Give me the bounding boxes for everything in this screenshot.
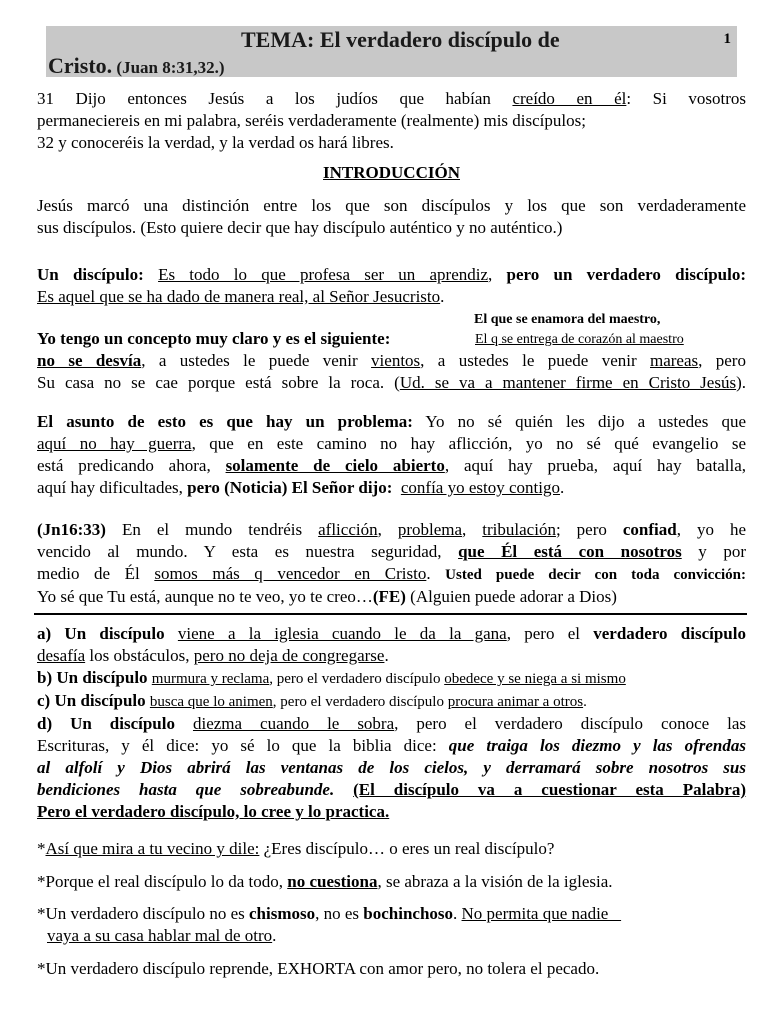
text: . [384, 646, 389, 665]
text: Su casa no se cae porque está sobre la roca. ( [37, 373, 400, 392]
list-label: b) Un discípulo [37, 668, 148, 687]
text: Escrituras, y él dice: yo sé lo que la biblia dice: [37, 736, 449, 755]
text: , pero [698, 351, 746, 370]
text: Yo no sé quién les dijo a ustedes que [412, 412, 746, 431]
text: , a ustedes le puede venir [141, 351, 372, 370]
bold-text: (Jn16:33) [37, 520, 106, 539]
title-word: Cristo. [48, 53, 113, 78]
verse-line: 32 y conoceréis la verdad, y la verdad os hará libres. [37, 133, 394, 152]
title-banner [46, 26, 737, 77]
text: Yo sé que Tu está, aunque no te veo, yo te creo… [37, 587, 373, 606]
list-label: a) Un discípulo [37, 624, 165, 643]
text: , a ustedes le puede venir [420, 351, 650, 370]
list-item-c [37, 690, 746, 713]
bold-italic-text: bendiciones hasta que sobreabunde. [37, 780, 335, 799]
paragraph-discipulo [37, 264, 746, 308]
bold-underlined-text: Pero el verdadero discípulo, lo cree y lo practica. [37, 802, 390, 821]
text: En el mundo tendréis [105, 520, 319, 539]
list-item-d [37, 713, 746, 735]
text: medio de Él [37, 564, 155, 583]
para-line [37, 411, 746, 433]
intro-heading: INTRODUCCIÓN [323, 163, 460, 182]
text: . [559, 478, 565, 497]
bold-underlined-text: (El discípulo va a cuestionar esta Palabra) [353, 780, 747, 799]
text: . [583, 694, 587, 710]
margin-note-row [37, 312, 746, 328]
bold-text: Usted puede decir con toda convicción: [445, 567, 747, 583]
title-line-2 [48, 53, 225, 81]
paragraph-concepto [37, 312, 746, 394]
text: los obstáculos, [85, 646, 194, 665]
bold-text: confiad [622, 520, 677, 539]
underlined-text: Ud. se va a mantener firme en Cristo Jesús [399, 373, 737, 392]
text: . [453, 904, 462, 923]
list-item-d-cont [37, 735, 746, 757]
verse-block [37, 88, 746, 154]
star-line-3 [37, 903, 746, 947]
text: , aquí hay prueba, aquí hay batalla, [444, 456, 746, 475]
text: *Porque el real discípulo lo da todo, [37, 872, 288, 891]
underlined-text: Es todo lo que profesa ser un aprendiz [158, 265, 489, 284]
underlined-text: viene a la iglesia cuando le da la gana [177, 624, 507, 643]
verse-underline: creído en él [512, 89, 627, 108]
bold-text: bochinchoso [363, 904, 454, 923]
underlined-text: problema [397, 520, 463, 539]
text: , se abraza a la visión de la iglesia. [377, 872, 613, 891]
underlined-text: tribulación [482, 520, 556, 539]
verse-text: : Si vosotros [626, 89, 746, 108]
verse-text: 31 Dijo entonces Jesús a los judíos que habían [37, 89, 513, 108]
underlined-text: confía yo estoy contigo [400, 478, 560, 497]
para-line [37, 541, 746, 563]
text: , pero el verdadero discípulo [269, 671, 445, 687]
bold-italic-text: que traiga los diezmo y las ofrendas [448, 736, 746, 755]
para-line [37, 433, 746, 455]
para-line [37, 372, 746, 394]
underlined-text: obedece y se niega a si mismo [444, 671, 626, 687]
underlined-text: No permita que nadie [461, 904, 622, 923]
underlined-text: aquí no hay guerra [37, 434, 192, 453]
bold-underlined-text: no se desvía [37, 351, 142, 370]
bold-text: verdadero discípulo [593, 624, 746, 643]
bold-text: (FE) [372, 587, 406, 606]
text: y por [681, 542, 746, 561]
star-line-2 [37, 871, 746, 893]
text: , [377, 520, 398, 539]
para-line [37, 563, 746, 586]
bible-reference: (Juan 8:31,32.) [112, 58, 225, 77]
title-line-1: TEMA: El verdadero discípulo de [241, 27, 560, 52]
para-line [37, 455, 746, 477]
text: . [440, 287, 445, 306]
intro-line: Jesús marcó una distinción entre los que son discípulos y los que son verdaderamente [37, 196, 746, 215]
bold-text: Un discípulo: [37, 265, 144, 284]
text: , [462, 520, 483, 539]
text: , que en este camino no hay aflicción, yo no sé qué evangelio se [191, 434, 746, 453]
bold-text: chismoso [248, 904, 316, 923]
para-line [37, 328, 746, 350]
intro-paragraph [37, 195, 746, 239]
verse-line [37, 88, 746, 110]
list-item-b [37, 667, 746, 690]
list-item-a [37, 623, 746, 645]
list-item-d-cont [37, 779, 746, 801]
list-label: c) Un discípulo [37, 691, 146, 710]
text: , pero el verdadero discípulo conoce las [394, 714, 747, 733]
underlined-text: vientos [371, 351, 421, 370]
list-item-a-cont [37, 645, 746, 667]
list-item-d-cont [37, 801, 746, 823]
text: vencido al mundo. Y esta es nuestra seguridad, [37, 542, 459, 561]
bold-text: pero (Noticia) El Señor dijo: [187, 478, 393, 497]
handwritten-note-2: El q se entrega de corazón al maestro [475, 332, 684, 347]
bold-underlined-text: que Él está con nosotros [458, 542, 682, 561]
underlined-text: somos más q vencedor en Cristo [154, 564, 427, 583]
list-label: d) Un discípulo [37, 714, 175, 733]
para-line [37, 519, 746, 541]
text: , pero el verdadero discípulo [272, 694, 448, 710]
text: (Alguien puede adorar a Dios) [405, 587, 617, 606]
paragraph-jn1633 [37, 519, 746, 608]
handwritten-note-1: El que se enamora del maestro, [474, 312, 661, 327]
intro-heading-wrap [37, 162, 746, 184]
list-item-d-cont [37, 757, 746, 779]
bold-underlined-text: solamente de cielo abierto [225, 456, 445, 475]
text: . [272, 926, 277, 945]
text: *Un verdadero discípulo reprende, EXHORTA con amor pero, no tolera el pecado. [37, 959, 600, 978]
underlined-text: procura animar a otros [447, 694, 584, 710]
underlined-text: Es aquel que se ha dado de manera real, al Señor Jesucristo [37, 287, 441, 306]
text: * [37, 839, 46, 858]
underlined-text: desafía [37, 646, 86, 665]
text: ¿Eres discípulo… o eres un real discípulo? [259, 839, 555, 858]
underlined-text: Así que mira a tu vecino y dile: [45, 839, 260, 858]
para-line [37, 477, 746, 499]
underlined-text: vaya a su casa hablar mal de otro [47, 926, 273, 945]
para-line [37, 350, 746, 372]
intro-line: sus discípulos. (Esto quiere decir que hay discípulo auténtico y no auténtico.) [37, 218, 563, 237]
bold-text: pero un verdadero discípulo: [506, 265, 747, 284]
underlined-text: busca que lo animen [149, 694, 273, 710]
text: ). [736, 373, 746, 392]
underlined-text: aflicción [318, 520, 378, 539]
para-line [37, 264, 746, 286]
discipulo-list [37, 623, 746, 823]
underlined-text: mareas [650, 351, 699, 370]
text: *Un verdadero discípulo no es [37, 904, 249, 923]
section-divider [34, 613, 747, 615]
bold-text: Yo tengo un concepto muy claro y es el siguiente: [37, 329, 391, 348]
text: , yo he [676, 520, 747, 539]
star-line-4 [37, 958, 746, 980]
text: , [488, 265, 507, 284]
paragraph-problema [37, 411, 746, 499]
bold-text: El asunto de esto es que hay un problema: [37, 412, 413, 431]
underlined-text: pero no deja de congregarse [193, 646, 385, 665]
text: aquí hay dificultades, [37, 478, 188, 497]
page-number: 1 [723, 31, 731, 47]
para-line [37, 286, 746, 308]
bold-italic-text: al alfolí y Dios abrirá las ventanas de los cielos, y derramará sobre nosotros sus [37, 758, 746, 777]
text: ; pero [555, 520, 623, 539]
text: está predicando ahora, [37, 456, 226, 475]
text: , no es [315, 904, 364, 923]
text: , pero el [506, 624, 594, 643]
underlined-text: diezma cuando le sobra [192, 714, 395, 733]
text: . [426, 564, 446, 583]
verse-line: permaneciereis en mi palabra, seréis verdaderamente (realmente) mis discípulos; [37, 111, 586, 130]
para-line [37, 586, 746, 608]
star-line-1 [37, 838, 746, 860]
bold-underlined-text: no cuestiona [287, 872, 378, 891]
underlined-text: murmura y reclama [151, 671, 270, 687]
